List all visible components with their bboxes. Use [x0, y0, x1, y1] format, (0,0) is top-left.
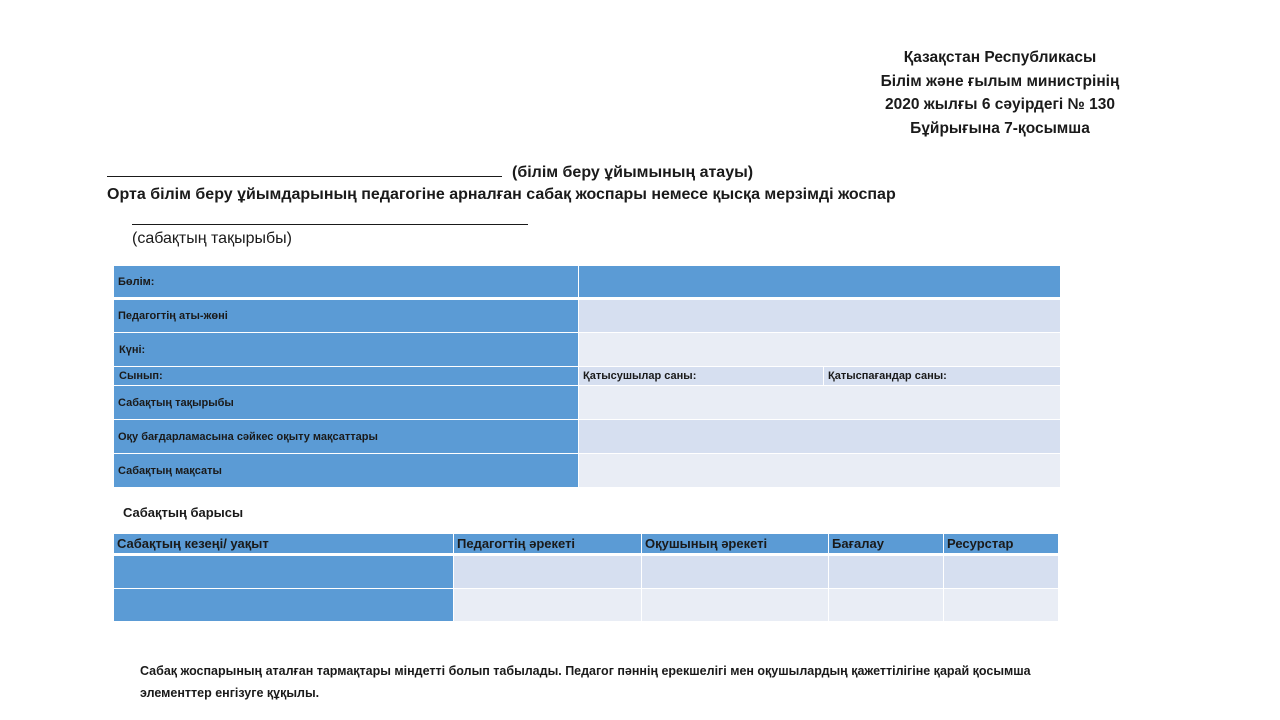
cell-teacher-action[interactable]	[454, 589, 642, 622]
col-assessment: Бағалау	[829, 534, 944, 555]
label-lesson-goal: Сабақтың мақсаты	[114, 454, 579, 488]
footnote: Сабақ жоспарының аталған тармақтары міндетті болып табылады. Педагог пәннің ерекшелігі мен оқушылардың қажеттілігіне қарай қосымша элементтер енгізуге құқылы.	[140, 664, 1031, 700]
cell-assessment[interactable]	[829, 555, 944, 589]
label-teacher: Педагогтің аты-жөні	[114, 299, 579, 333]
label-section: Бөлім:	[114, 266, 579, 299]
header-line-1: Қазақстан Республикасы	[903, 49, 1097, 66]
cell-resources[interactable]	[944, 589, 1059, 622]
cell-teacher-action[interactable]	[454, 555, 642, 589]
value-date[interactable]	[579, 333, 1061, 367]
value-lesson-goal[interactable]	[579, 454, 1061, 488]
row-lesson-topic	[114, 386, 1061, 420]
label-objectives: Оқу бағдарламасына сәйкес оқыту мақсаттары	[114, 420, 579, 454]
row-date	[114, 333, 1061, 367]
label-present[interactable]: Қатысушылар саны:	[579, 367, 824, 386]
progress-row	[114, 589, 1059, 622]
label-grade: Сынып:	[114, 367, 579, 386]
value-lesson-topic[interactable]	[579, 386, 1061, 420]
lesson-progress-table	[113, 533, 1059, 622]
topic-caption: (сабақтың тақырыбы)	[132, 230, 292, 247]
row-grade	[114, 367, 1061, 386]
organization-blank[interactable]	[107, 162, 502, 177]
lesson-info-table	[113, 265, 1061, 488]
header-line-2: Білім және ғылым министрінің	[880, 72, 1120, 90]
row-lesson-goal	[114, 454, 1061, 488]
col-resources: Ресурстар	[944, 534, 1059, 555]
col-teacher-action: Педагогтің әрекеті	[454, 534, 642, 555]
label-absent[interactable]: Қатыспағандар саны:	[824, 367, 1061, 386]
header-line-3: 2020 жылғы 6 сәуірдегі № 130	[884, 96, 1115, 113]
organization-name-line	[107, 162, 753, 182]
row-section	[114, 266, 1061, 299]
cell-stage[interactable]	[114, 589, 454, 622]
progress-header-row	[114, 534, 1059, 555]
organization-caption: (білім беру ұйымының атауы)	[512, 164, 754, 181]
label-date: Күні:	[114, 333, 579, 367]
order-annex-header	[860, 46, 1140, 140]
col-student-action: Оқушының әрекеті	[642, 534, 829, 555]
value-teacher[interactable]	[579, 299, 1061, 333]
cell-student-action[interactable]	[642, 555, 829, 589]
value-section[interactable]	[579, 266, 1061, 299]
value-objectives[interactable]	[579, 420, 1061, 454]
label-lesson-topic: Сабақтың тақырыбы	[114, 386, 579, 420]
cell-resources[interactable]	[944, 555, 1059, 589]
progress-row	[114, 555, 1059, 589]
topic-blank[interactable]	[132, 224, 528, 225]
cell-student-action[interactable]	[642, 589, 829, 622]
row-teacher	[114, 299, 1061, 333]
cell-assessment[interactable]	[829, 589, 944, 622]
row-objectives	[114, 420, 1061, 454]
cell-stage[interactable]	[114, 555, 454, 589]
lesson-progress-title: Сабақтың барысы	[123, 505, 244, 520]
col-stage-time: Сабақтың кезеңі/ уақыт	[114, 534, 454, 555]
plan-title: Орта білім беру ұйымдарының педагогіне арналған сабақ жоспары немесе қысқа мерзімді жоспар	[107, 186, 896, 203]
header-line-4: Бұйрығына 7-қосымша	[910, 119, 1090, 137]
